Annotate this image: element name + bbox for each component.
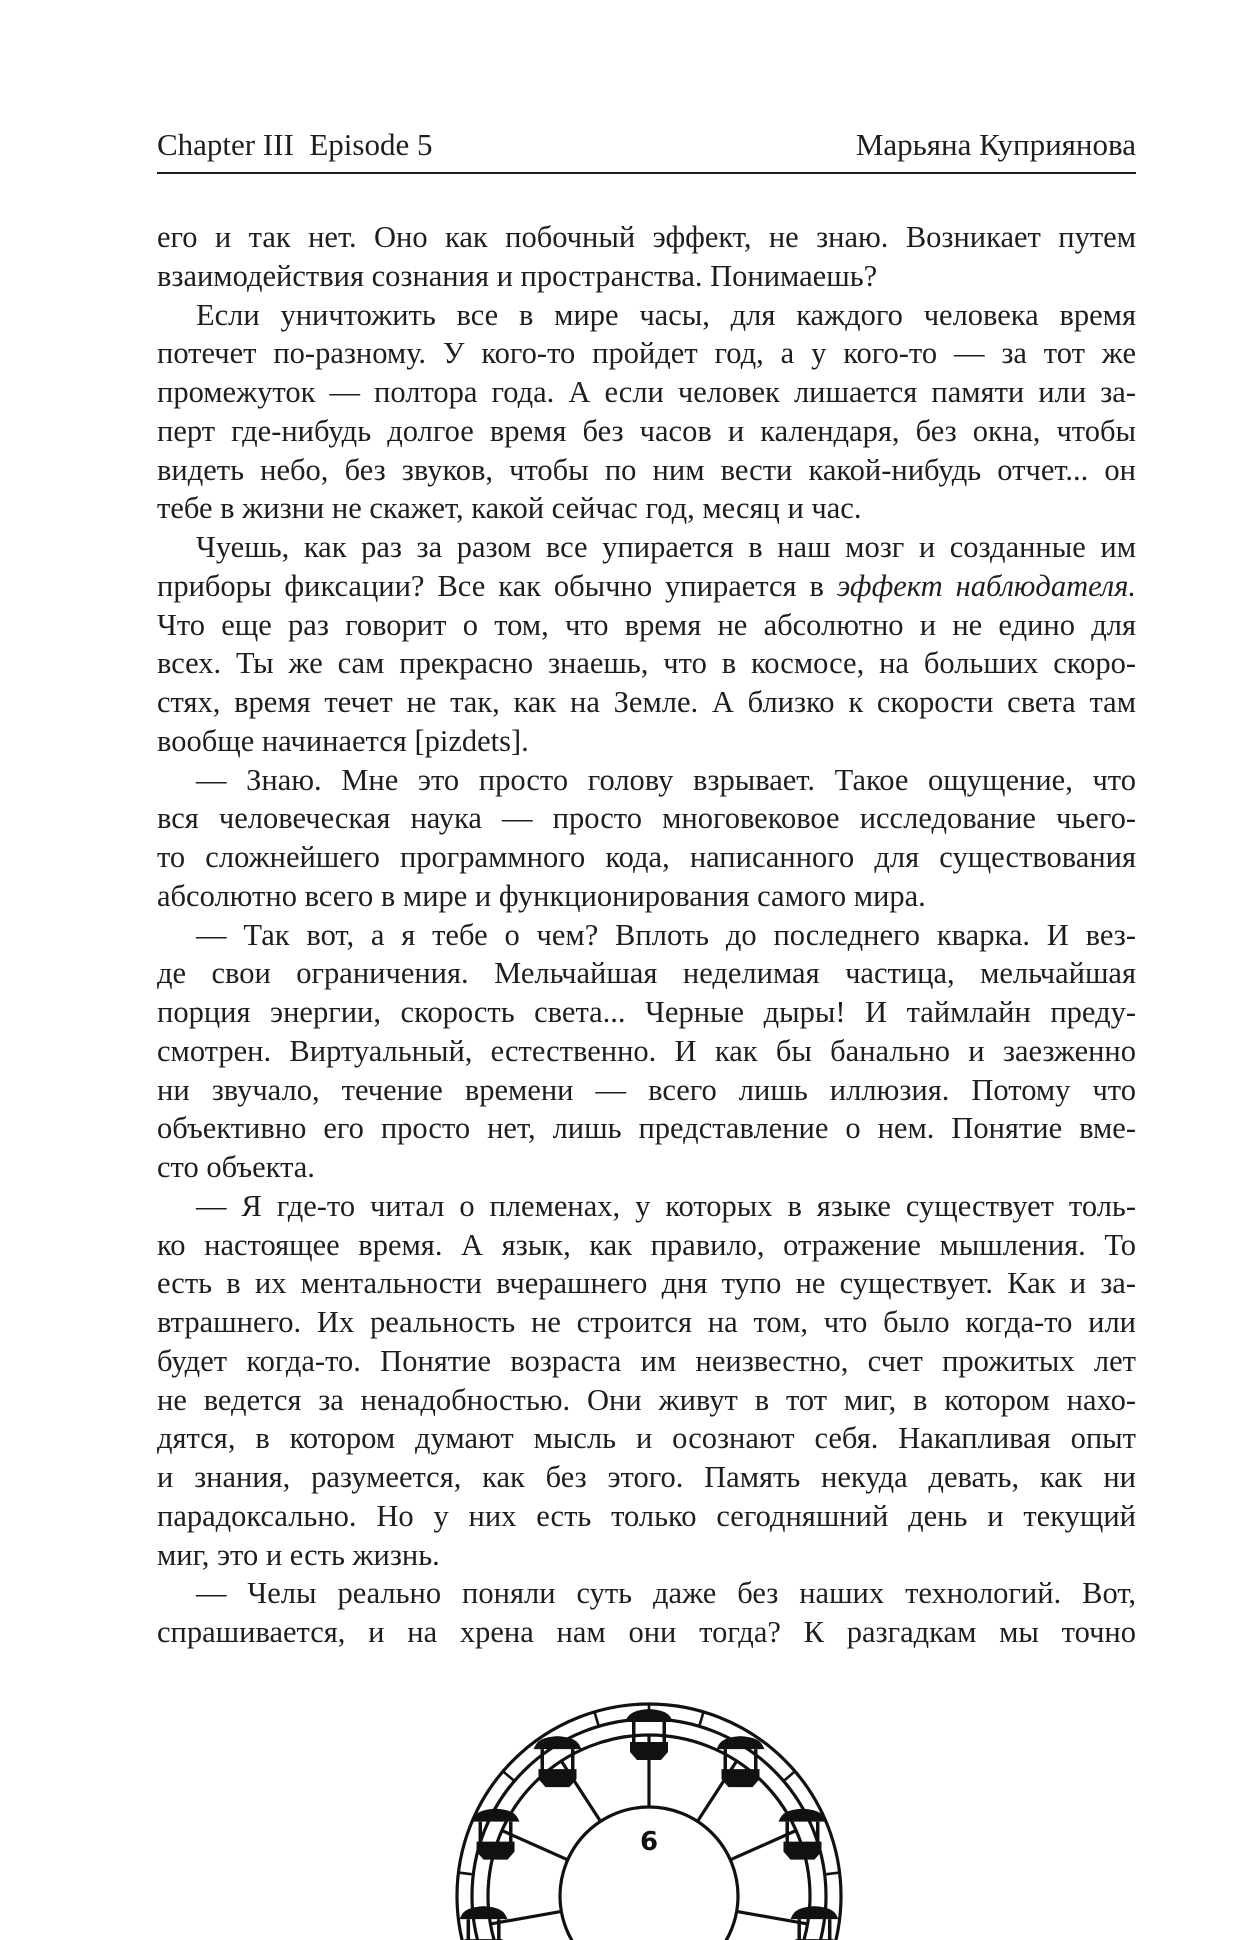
text-line: Если уничтожить все в мире часы, для каждого человека время [196,297,1136,332]
text-line: перт где-нибудь долгое время без часов и календаря, без окна, чтобы [157,413,1136,448]
body-text [157,218,1136,1652]
text-line: — Знаю. Мне это просто голову взрывает. Такое ощущение, что [196,762,1136,797]
text-line: стях, время течет не так, как на Земле. А близко к скорости света там [157,685,1136,719]
text-line: ни звучало, течение времени — всего лишь иллюзия. Потому что [157,1072,1136,1107]
text-line: будет когда-то. Понятие возраста им неизвестно, счет прожитых лет [157,1343,1136,1378]
text-line: не ведется за ненадобностью. Они живут в тот миг, в котором нахо- [157,1382,1136,1417]
text-line: — Я где-то читал о племенах, у которых в языке существует толь- [196,1188,1136,1223]
text-line: миг, это и есть жизнь. [157,1537,440,1572]
text-line: потечет по-разному. У кого-то пройдет год, а у кого-то — за тот же [157,336,1136,371]
text-line: взаимодействия сознания и пространства. Понимаешь? [157,258,878,293]
header-rule [157,172,1136,174]
text-line: — Так вот, а я тебе о чем? Вплоть до последнего кварка. И вез- [196,917,1136,952]
text-line: дятся, в котором думают мысль и осознают себя. Накапливая опыт [157,1421,1136,1456]
text-line: де свои ограничения. Мельчайшая неделимая частица, мельчайшая [157,956,1136,991]
text-line: всех. Ты же сам прекрасно знаешь, что в космосе, на больших скоро- [157,646,1136,681]
chapter-title: Chapter III Episode 5 [157,127,433,162]
text-line: Чуешь, как раз за разом все упирается в наш мозг и созданные им [196,530,1136,564]
text-line: ко настоящее время. А язык, как правило, отражение мышления. То [157,1227,1136,1262]
running-head [157,124,1136,174]
text-line: сто объекта. [157,1150,315,1184]
author-name: Марьяна Куприянова [855,127,1136,162]
text-line: промежуток — полтора года. А если человек лишается памяти или за- [157,375,1136,409]
text-line: порция энергии, скорость света... Черные дыры! И таймлайн преду- [157,995,1136,1029]
text-line: смотрен. Виртуальный, естественно. И как бы банально и заезженно [157,1033,1136,1068]
page-number: 6 [639,1827,659,1857]
text-line: то сложнейшего программного кода, написанного для существования [157,840,1136,874]
text-line: абсолютно всего в мире и функционирования самого мира. [157,878,926,913]
italic-term: эффект наблюдателя. [836,568,1136,603]
text-line: и знания, разумеется, как без этого. Память некуда девать, как ни [157,1460,1136,1494]
text-line: парадоксально. Но у них есть только сегодняшний день и текущий [157,1498,1136,1533]
text-line: вся человеческая наука — просто многовековое исследование чьего- [157,801,1136,836]
text-line: объективно его просто нет, лишь представление о нем. Понятие вме- [157,1111,1136,1146]
text-line: — Челы реально поняли суть даже без наших технологий. Вот, [196,1576,1136,1611]
text-line: Что еще раз говорит о том, что время не абсолютно и не едино для [157,607,1136,642]
text-line: есть в их ментальности вчерашнего дня тупо не существует. Как и за- [157,1266,1136,1301]
text-line: вообще начинается [pizdets]. [157,723,529,758]
text-line: приборы фиксации? Все как обычно упирается в эффект наблюдателя. [157,568,1136,603]
text-line: видеть небо, без звуков, чтобы по ним вести какой-нибудь отчет... он [157,452,1136,487]
text-line: тебе в жизни не скажет, какой сейчас год, месяц и час. [157,491,862,526]
text-line: втрашнего. Их реальность не строится на том, что было когда-то или [157,1305,1136,1339]
text-line: его и так нет. Оно как побочный эффект, не знаю. Возникает путем [157,220,1136,254]
text-line: спрашивается, и на хрена нам они тогда? К разгадкам мы точно [157,1615,1136,1649]
